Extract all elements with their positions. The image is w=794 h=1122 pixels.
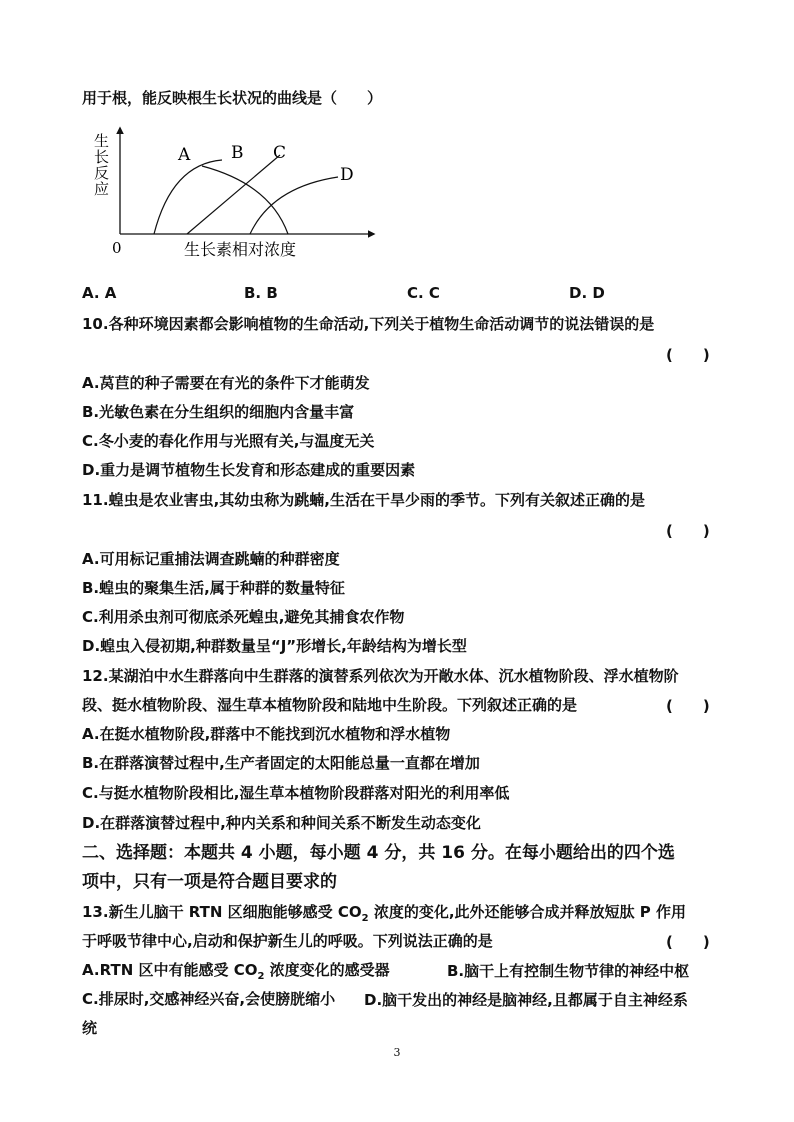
q11-option-a: A.可用标记重捕法调查跳蝻的种群密度 (82, 550, 340, 568)
page-number: 3 (393, 1046, 401, 1059)
curve-a (154, 160, 222, 234)
x-axis-label: 生长素相对浓度 (184, 240, 297, 259)
q13-option-a (82, 960, 390, 987)
y-axis-label-char: 生 (94, 132, 110, 150)
q13-stem-line1-part2: 浓度的变化,此外还能够合成并释放短肽 P 作用 (368, 903, 687, 921)
q12-answer-paren: ( ) (666, 697, 710, 715)
q13-stem-line1 (82, 902, 686, 929)
q9-option-d: D. D (569, 284, 605, 302)
q10-answer-paren: ( ) (666, 346, 710, 364)
q9-option-c: C. C (407, 284, 440, 302)
q10-stem: 10.各种环境因素都会影响植物的生命活动,下列关于植物生命活动调节的说法错误的是 (82, 315, 655, 333)
q13-stem-line1-part1: 13.新生儿脑干 RTN 区细胞能够感受 CO (82, 903, 362, 921)
curve-b (187, 155, 280, 234)
origin-label: 0 (112, 239, 122, 257)
q13-co2-subscript: 2 (361, 913, 369, 924)
q9-option-a: A. A (82, 284, 117, 302)
q13-option-a-part1: A.RTN 区中有能感受 CO (82, 961, 258, 979)
section2-heading-line1: 二、选择题：本题共 4 小题，每小题 4 分，共 16 分。在每小题给出的四个选 (82, 843, 675, 863)
q12-stem-line1: 12.某湖泊中水生群落向中生群落的演替系列依次为开敞水体、沉水植物阶段、浮水植物阶 (82, 667, 679, 685)
q9-growth-curve-figure (82, 122, 382, 267)
q12-stem-line2: 段、挺水植物阶段、湿生草本植物阶段和陆地中生阶段。下列叙述正确的是 (82, 696, 578, 714)
q11-option-b: B.蝗虫的聚集生活,属于种群的数量特征 (82, 579, 345, 597)
y-axis-label-char: 长 (94, 148, 110, 166)
curve-label-d: D (340, 165, 354, 185)
curve-label-c: C (273, 143, 287, 163)
curve-d (250, 177, 338, 234)
q13-stem-line2: 于呼吸节律中心,启动和保护新生儿的呼吸。下列说法正确的是 (82, 932, 493, 950)
q13-option-c: C.排尿时,交感神经兴奋,会使膀胱缩小 (82, 990, 336, 1008)
q10-option-a: A.莴苣的种子需要在有光的条件下才能萌发 (82, 374, 370, 392)
q11-option-c: C.利用杀虫剂可彻底杀死蝗虫,避免其捕食农作物 (82, 608, 405, 626)
q10-option-b: B.光敏色素在分生组织的细胞内含量丰富 (82, 403, 355, 421)
q13-answer-paren: ( ) (666, 933, 710, 951)
q11-answer-paren: ( ) (666, 522, 710, 540)
y-axis-label-char: 应 (94, 180, 110, 198)
q9-option-b: B. B (244, 284, 278, 302)
q10-option-c: C.冬小麦的春化作用与光照有关,与温度无关 (82, 432, 375, 450)
section2-heading-line2: 项中，只有一项是符合题目要求的 (82, 872, 337, 892)
q13-option-b: B.脑干上有控制生物节律的神经中枢 (447, 962, 690, 980)
y-axis-label-char: 反 (94, 164, 110, 182)
q11-stem: 11.蝗虫是农业害虫,其幼虫称为跳蝻,生活在干旱少雨的季节。下列有关叙述正确的是 (82, 491, 645, 509)
q13-option-a-part2: 浓度变化的感受器 (264, 961, 390, 979)
q11-option-d: D.蝗虫入侵初期,种群数量呈“J”形增长,年龄结构为增长型 (82, 637, 467, 655)
q9-stem-tail: 用于根，能反映根生长状况的曲线是（ ） (82, 89, 383, 107)
q12-option-a: A.在挺水植物阶段,群落中不能找到沉水植物和浮水植物 (82, 725, 451, 743)
q13-option-d-line1: D.脑干发出的神经是脑神经,且都属于自主神经系 (364, 991, 688, 1009)
curve-label-b: B (231, 143, 244, 163)
q12-option-b: B.在群落演替过程中,生产者固定的太阳能总量一直都在增加 (82, 754, 480, 772)
q13-option-a-subscript: 2 (257, 971, 265, 982)
q10-option-d: D.重力是调节植物生长发育和形态建成的重要因素 (82, 461, 416, 479)
curve-c (202, 166, 288, 234)
q12-option-d: D.在群落演替过程中,种内关系和种间关系不断发生动态变化 (82, 814, 481, 832)
q12-option-c: C.与挺水植物阶段相比,湿生草本植物阶段群落对阳光的利用率低 (82, 784, 510, 802)
q13-option-d-line2: 统 (82, 1019, 98, 1037)
curve-label-a: A (178, 145, 191, 165)
